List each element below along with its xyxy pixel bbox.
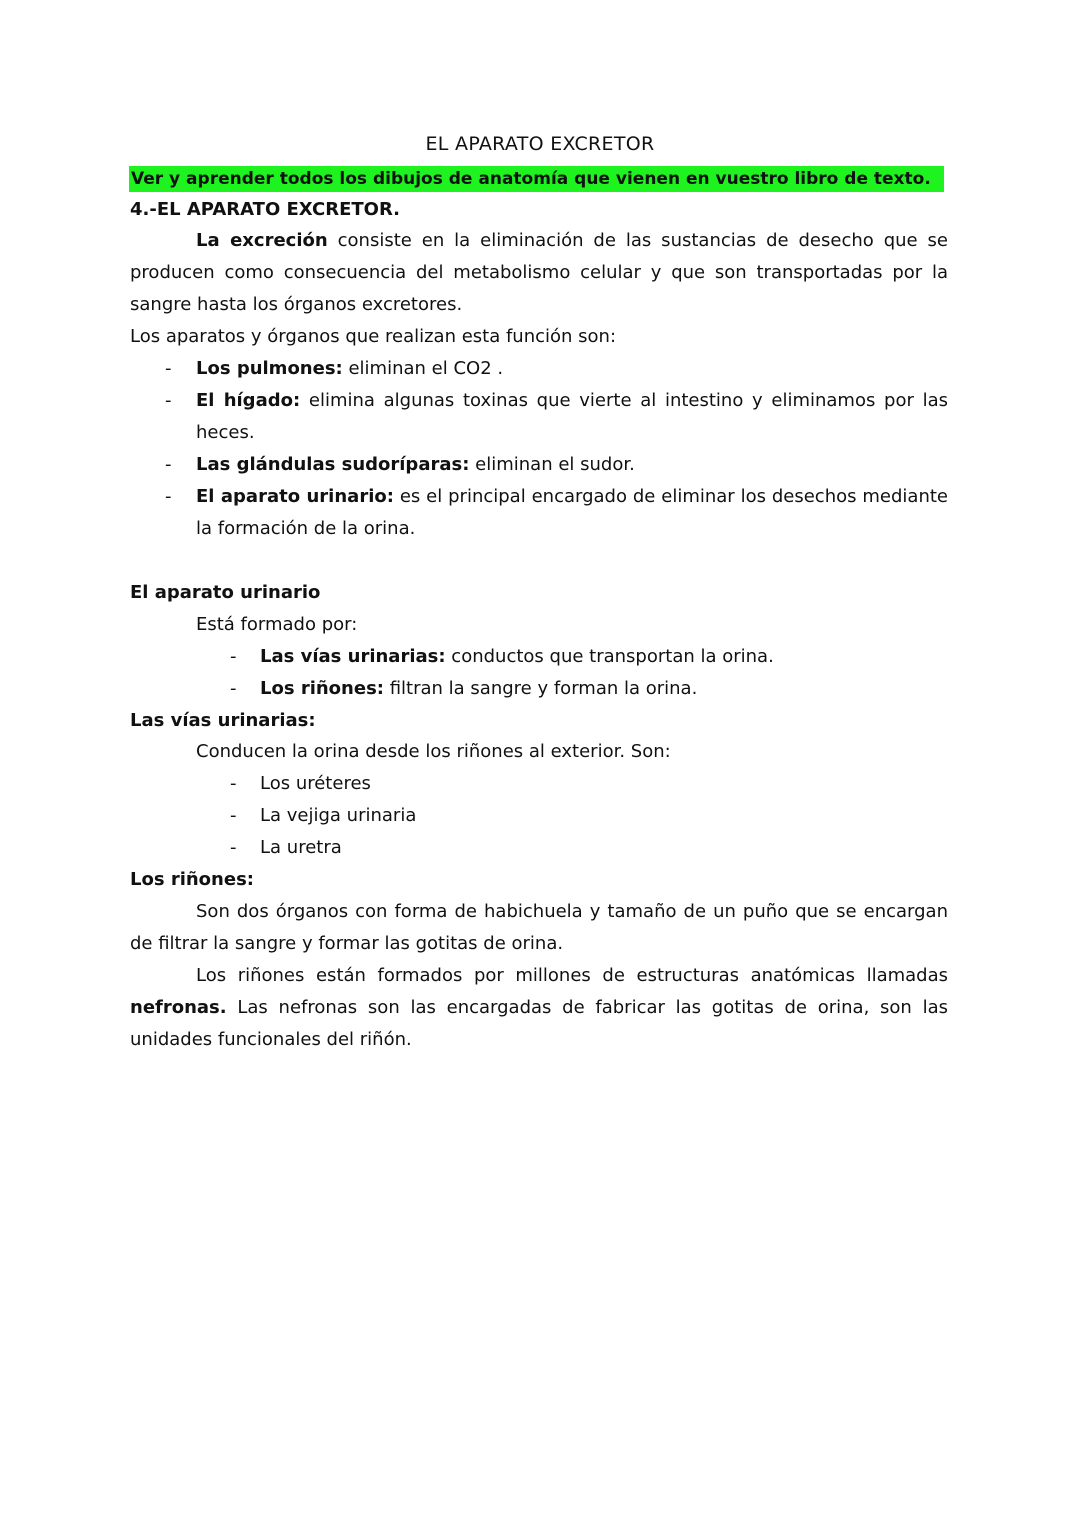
kidneys-p2-line-1: Los riñones están formados por millones de estructuras anatómicas llamadas <box>196 965 948 986</box>
urinary-item-kidneys <box>260 678 697 700</box>
kidneys-p2-line-2-text: Las nefronas son las encargadas de fabricar las gotitas de orina, son las <box>237 997 948 1018</box>
kidneys-p1-line-1: Son dos órganos con forma de habichuela y tamaño de un puño que se encargan <box>196 901 948 922</box>
urinary-item-text: filtran la sangre y forman la orina. <box>389 678 698 699</box>
nephron-term: nefronas. <box>130 997 227 1018</box>
organ-text: eliminan el sudor. <box>475 454 635 475</box>
kidneys-p2-line-2 <box>130 997 948 1019</box>
pathway-item: Los uréteres <box>260 773 371 794</box>
list-bullet: - <box>165 454 172 475</box>
list-bullet: - <box>230 646 237 667</box>
intro-line-1 <box>196 230 948 252</box>
pathways-intro: Conducen la orina desde los riñones al exterior. Son: <box>196 741 671 762</box>
organ-text: eliminan el CO2 . <box>348 358 504 379</box>
urinary-heading: El aparato urinario <box>130 582 321 603</box>
organ-label: Los pulmones: <box>196 358 343 379</box>
intro-line-2: producen como consecuencia del metabolismo celular y que son transportadas por la <box>130 262 948 283</box>
kidneys-heading: Los riñones: <box>130 869 254 890</box>
list-bullet: - <box>230 805 237 826</box>
organ-item-sweat-glands <box>196 454 635 476</box>
urinary-item-text: conductos que transportan la orina. <box>451 646 774 667</box>
organ-item-urinary <box>196 486 948 508</box>
organ-item-lungs <box>196 358 503 380</box>
pathway-item: La vejiga urinaria <box>260 805 417 826</box>
organs-intro: Los aparatos y órganos que realizan esta función son: <box>130 326 617 347</box>
pathway-item: La uretra <box>260 837 342 858</box>
pathways-heading: Las vías urinarias: <box>130 710 316 731</box>
organ-label: Las glándulas sudoríparas: <box>196 454 470 475</box>
list-bullet: - <box>165 390 172 411</box>
urinary-item-label: Los riñones: <box>260 678 384 699</box>
organ-item-liver <box>196 390 948 412</box>
highlighted-note <box>129 166 944 192</box>
urinary-intro: Está formado por: <box>196 614 358 635</box>
document-title: EL APARATO EXCRETOR <box>425 133 655 155</box>
organ-text: elimina algunas toxinas que vierte al intestino y eliminamos por las <box>308 390 948 411</box>
urinary-item-pathways <box>260 646 774 668</box>
list-bullet: - <box>230 678 237 699</box>
intro-bold-term: La excreción <box>196 230 328 251</box>
list-bullet: - <box>165 358 172 379</box>
kidneys-p1-line-2: de filtrar la sangre y formar las gotitas de orina. <box>130 933 564 954</box>
intro-line-3: sangre hasta los órganos excretores. <box>130 294 463 315</box>
intro-line-1-text: consiste en la eliminación de las sustancias de desecho que se <box>337 230 948 251</box>
section-heading: 4.-EL APARATO EXCRETOR. <box>130 199 401 220</box>
list-bullet: - <box>230 773 237 794</box>
list-bullet: - <box>165 486 172 507</box>
highlighted-note-text: Ver y aprender todos los dibujos de anatomía que vienen en vuestro libro de texto. <box>131 169 931 189</box>
organ-label: El hígado: <box>196 390 301 411</box>
list-bullet: - <box>230 837 237 858</box>
urinary-item-label: Las vías urinarias: <box>260 646 446 667</box>
organ-label: El aparato urinario: <box>196 486 394 507</box>
organ-text-continued: heces. <box>196 422 255 443</box>
organ-text: es el principal encargado de eliminar los desechos mediante <box>399 486 948 507</box>
kidneys-p2-line-3: unidades funcionales del riñón. <box>130 1029 412 1050</box>
organ-text-continued: la formación de la orina. <box>196 518 416 539</box>
